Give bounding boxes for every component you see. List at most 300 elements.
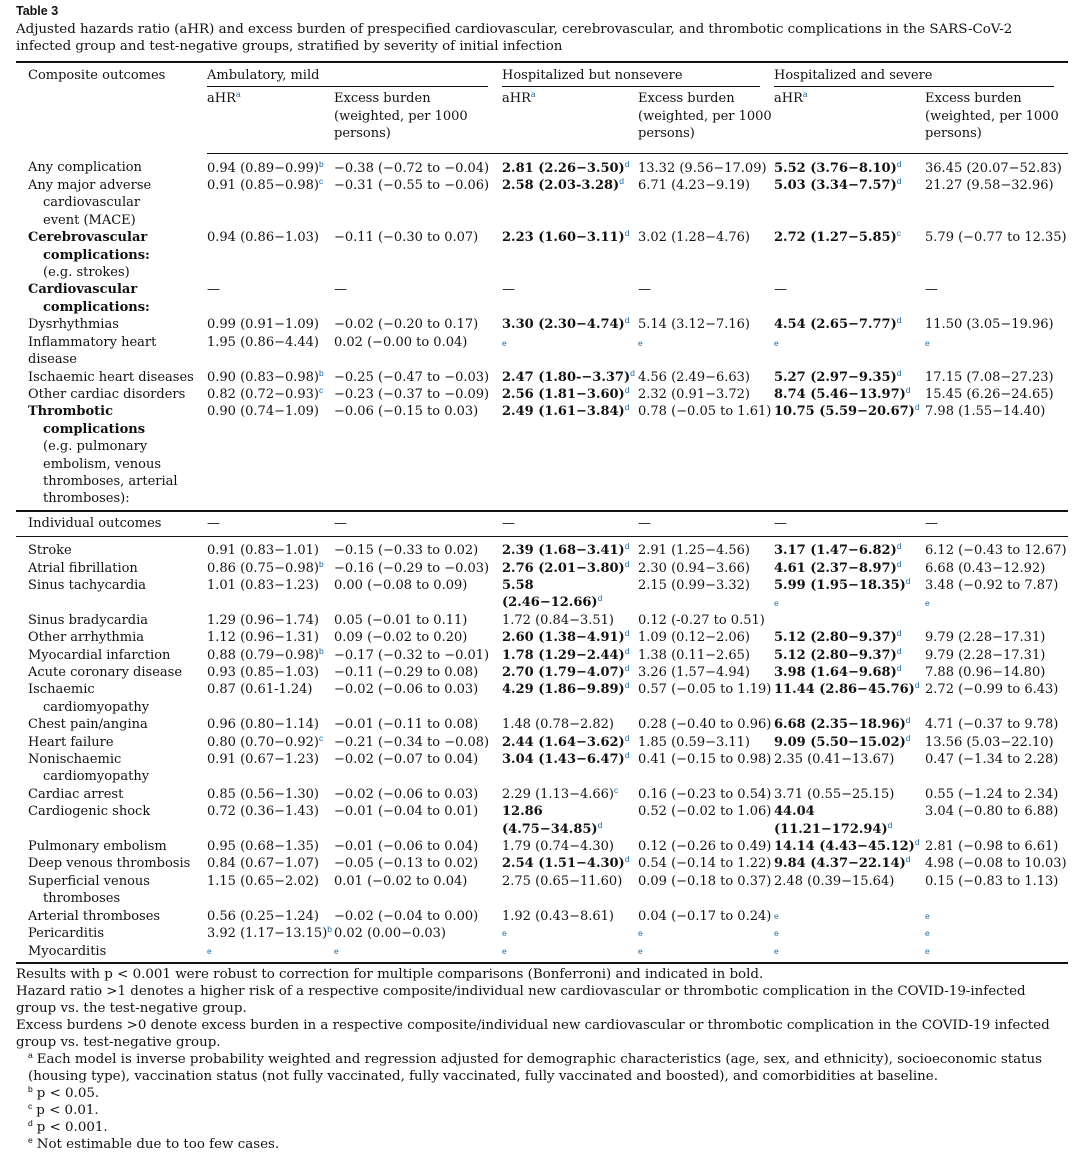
column-header-excess: Excess burden (weighted, per 1000 persons) (334, 87, 502, 153)
cell-value: −0.15 (−0.33 to 0.02) (334, 543, 479, 559)
cell-value: 5.27 (2.97−9.35) (774, 369, 897, 385)
cell-value: 6.68 (0.43−12.92) (925, 560, 1046, 576)
significance-marker: d (624, 402, 630, 413)
cell-value: −0.11 (−0.29 to 0.08) (334, 665, 479, 680)
cell-value: 5.12 (2.80−9.37) (774, 647, 897, 663)
table-row (16, 751, 1068, 786)
table-cell (925, 943, 1068, 960)
cell-value: 0.41 (−0.15 to 0.98) (638, 752, 772, 768)
cell-value: 3.04 (−0.80 to 6.88) (925, 804, 1059, 820)
table-cell (925, 734, 1068, 751)
cell-value: 0.28 (−0.40 to 0.96) (638, 717, 772, 733)
cell-value: −0.01 (−0.06 to 0.04) (334, 839, 479, 855)
not-estimable-marker: e (638, 945, 643, 956)
footnote-c: $^c$ p < 0.01. (28, 1100, 99, 1118)
table-cell (925, 537, 1068, 560)
cell-value: 0.54 (−0.14 to 1.22) (638, 856, 772, 872)
table-cell (502, 612, 638, 629)
table-cell (502, 629, 638, 646)
cell-value: 0.00 (−0.08 to 0.09) (334, 577, 468, 593)
table-cell (638, 281, 774, 316)
table-cell (774, 612, 925, 629)
table-cell (638, 560, 774, 577)
significance-marker: d (896, 558, 902, 569)
cell-value: 13.32 (9.56−17.09) (638, 160, 767, 176)
cell-value: 0.56 (0.25−1.24) (207, 908, 320, 924)
cell-value: 4.98 (−0.08 to 10.03) (925, 856, 1067, 872)
results-table (16, 61, 1068, 960)
cell-value: — (774, 282, 788, 298)
significance-marker: d (624, 628, 630, 639)
cell-value: — (502, 282, 515, 298)
significance-marker: d (624, 854, 630, 865)
note-hazard-ratio: Hazard ratio >1 denotes a higher risk of a respective composite/individual new cardiovascular or thrombotic complication in the COVID-19-infected group vs. the test-negative group. (16, 983, 1026, 1016)
table-cell (774, 647, 925, 664)
cell-value: 0.90 (0.83−0.98) (207, 369, 320, 385)
column-header-ahr: aHR$^a$ (207, 87, 334, 153)
table-cell (638, 716, 774, 733)
table-cell (502, 855, 638, 872)
cell-value: 1.79 (0.74−4.30) (502, 839, 615, 855)
table-cell (502, 838, 638, 855)
table-cell (334, 334, 502, 369)
column-header-excess: Excess burden (weighted, per 1000 persons) (925, 87, 1068, 153)
significance-marker: d (630, 367, 635, 378)
significance-marker: d (624, 541, 630, 552)
table-caption: Adjusted hazards ratio (aHR) and excess burden of prespecified cardiovascular, cerebrovascular, and thrombotic complications in the SARS-CoV-2 infected group and test-negative groups, stratified by severity of initial infection (16, 22, 1013, 54)
row-label: Sinus bradycardia (28, 612, 149, 628)
not-estimable-marker: e (925, 910, 930, 921)
significance-marker: d (624, 158, 630, 169)
table-row (16, 403, 1068, 510)
cell-value: 5.99 (1.95−18.35) (774, 577, 906, 593)
cell-value: −0.01 (−0.04 to 0.01) (334, 804, 479, 820)
table-cell (774, 177, 925, 229)
table-cell (502, 734, 638, 751)
row-label: Other cardiac disorders (28, 386, 186, 402)
table-cell (334, 803, 502, 838)
table-cell (207, 803, 334, 838)
table-row (16, 612, 1068, 629)
cell-value: 0.96 (0.80−1.14) (207, 717, 320, 733)
cell-value: 2.32 (0.91−3.72) (638, 386, 751, 402)
table-cell: 11.50 (3.05−19.96) e (925, 317, 1054, 348)
row-label: Acute coronary disease (28, 665, 183, 680)
table-cell (207, 751, 334, 786)
table-cell (334, 647, 502, 664)
table-cell (334, 734, 502, 751)
table-cell (334, 281, 502, 316)
cell-value: 0.05 (−0.01 to 0.11) (334, 612, 468, 628)
table-row (16, 281, 1068, 316)
not-estimable-marker: e (502, 945, 507, 956)
table-cell: — (207, 511, 334, 537)
cell-value: 5.03 (3.34−7.57) (774, 178, 897, 194)
table-cell: — (638, 511, 774, 537)
significance-marker: d (914, 402, 920, 413)
cell-value: −0.11 (−0.30 to 0.07) (334, 230, 479, 246)
table-row (16, 925, 1068, 942)
significance-marker: d (624, 750, 630, 761)
table-cell (207, 612, 334, 629)
cell-value: 36.45 (20.07−52.83) (925, 160, 1062, 176)
cell-value: −0.06 (−0.15 to 0.03) (334, 404, 479, 420)
cell-value: 0.55 (−1.24 to 2.34) (925, 786, 1059, 802)
row-label: Stroke (28, 543, 72, 559)
cell-value: 3.98 (1.64−9.68) (774, 665, 897, 680)
table-cell (334, 369, 502, 386)
cell-value: 2.75 (0.65−11.60) (502, 873, 623, 889)
table-cell (925, 751, 1068, 786)
not-estimable-marker: e (925, 945, 930, 956)
cell-value: 5.12 (2.80−9.37) (774, 630, 897, 646)
table-cell (207, 629, 334, 646)
cell-value: 2.72 (−0.99 to 6.43) (925, 682, 1059, 698)
cell-value: −0.02 (−0.06 to 0.03) (334, 786, 479, 802)
significance-marker: d (597, 593, 603, 604)
row-label: Superficial venous thromboses (28, 873, 150, 907)
table-cell (774, 334, 925, 369)
table-cell (207, 229, 334, 281)
table-row (16, 734, 1068, 751)
table-cell (925, 908, 1068, 925)
table-cell (207, 873, 334, 908)
table-row (16, 786, 1068, 803)
significance-marker: d (619, 176, 624, 187)
table-cell (638, 229, 774, 281)
cell-value: 0.01 (−0.02 to 0.04) (334, 873, 468, 889)
cell-value: 1.01 (0.83−1.23) (207, 577, 320, 593)
cell-value: −0.02 (−0.07 to 0.04) (334, 752, 479, 768)
table-bottom-rule (16, 962, 1068, 964)
cell-value: 1.48 (0.78−2.82) (502, 717, 615, 733)
cell-value: −0.02 (−0.06 to 0.03) (334, 682, 479, 698)
table-cell (774, 369, 925, 386)
table-cell (502, 786, 638, 803)
table-cell (502, 177, 638, 229)
table-cell (774, 403, 925, 510)
cell-value: 12.86 (4.75−34.85) (502, 804, 598, 837)
cell-value: 0.86 (0.75−0.98) (207, 560, 320, 576)
table-cell (774, 751, 925, 786)
table-row (16, 177, 1068, 229)
significance-marker: d (896, 663, 902, 673)
cell-value: −0.25 (−0.47 to −0.03) (334, 369, 490, 385)
table-cell (774, 629, 925, 646)
cell-value: — (925, 282, 939, 298)
cell-value: 0.09 (−0.18 to 0.37) (638, 873, 772, 889)
footnote-a: $^a$ Each model is inverse probability weighted and regression adjusted for demographic characteristics (age, sex, and ethnicity), socioeconomic status (housing type), vaccination status (not fully vaccinated, fully vaccinated, fully vaccinated and boosted), and comorbidities at baseline. (28, 1049, 1042, 1084)
cell-value: 2.44 (1.64−3.62) (502, 734, 625, 750)
cell-value: — (207, 282, 220, 298)
row-label: Heart failure (28, 734, 114, 750)
significance-marker: d (896, 315, 902, 326)
cell-value: 3.26 (1.57−4.94) (638, 665, 751, 680)
cell-value: 1.92 (0.43−8.61) (502, 908, 615, 924)
cell-value: 2.72 (1.27−5.85) (774, 230, 897, 246)
cell-value: 0.84 (0.67−1.07) (207, 856, 320, 872)
table-cell (334, 386, 502, 403)
row-label: Pericarditis (28, 926, 105, 942)
cell-value: 2.29 (1.13−4.66) (502, 786, 615, 802)
table-cell (774, 873, 925, 908)
row-label: Any major adverse cardiovascular event (MACE) (28, 178, 152, 228)
table-cell (334, 629, 502, 646)
cell-value: 0.82 (0.72−0.93) (207, 386, 320, 402)
cell-value: 4.71 (−0.37 to 9.78) (925, 717, 1059, 733)
table-cell (638, 855, 774, 872)
table-cell: — (925, 511, 1068, 537)
row-label: Other arrhythmia (28, 630, 145, 646)
cell-value: 0.94 (0.89−0.99) (207, 160, 320, 176)
table-cell (925, 716, 1068, 733)
table-cell (638, 803, 774, 838)
table-cell (502, 403, 638, 510)
table-cell (207, 734, 334, 751)
cell-value: 9.09 (5.50−15.02) (774, 734, 906, 750)
row-label: Cardiac arrest (28, 786, 124, 802)
table-cell (638, 943, 774, 960)
table-cell (925, 786, 1068, 803)
cell-value: 44.04 (11.21−172.94) (774, 804, 888, 837)
table-row (16, 681, 1068, 716)
footnote-b: $^b$ p < 0.05. (28, 1083, 100, 1101)
cell-value: 2.70 (1.79−4.07) (502, 665, 625, 680)
table-cell (334, 681, 502, 716)
cell-value: 0.16 (−0.23 to 0.54) (638, 786, 772, 802)
table-cell (502, 577, 638, 612)
note-bold-meaning: Results with p < 0.001 were robust to correction for multiple comparisons (Bonferroni) and indicated in bold. (16, 966, 764, 982)
row-label: Chest pain/angina (28, 717, 148, 733)
cell-value: 2.30 (0.94−3.66) (638, 560, 751, 576)
cell-value: 9.79 (2.28−17.31) (925, 647, 1046, 663)
cell-value: 2.35 (0.41−13.67) (774, 752, 895, 768)
cell-value: −0.05 (−0.13 to 0.02) (334, 856, 479, 872)
table-cell (774, 943, 925, 960)
table-cell (334, 855, 502, 872)
significance-marker: d (597, 819, 603, 830)
cell-value: 3.71 (0.55−25.15) (774, 786, 895, 802)
cell-value: 1.72 (0.84−3.51) (502, 612, 615, 628)
table-row (16, 334, 1068, 369)
cell-value: 2.48 (0.39−15.64) (774, 873, 895, 889)
cell-value: 1.15 (0.65−2.02) (207, 873, 320, 889)
row-label: Ischaemic heart diseases (28, 369, 194, 385)
cell-value: 3.17 (1.47−6.82) (774, 543, 897, 559)
table-row (16, 560, 1068, 577)
row-label: Inflammatory heart disease (28, 334, 157, 368)
table-cell (925, 647, 1068, 664)
column-header-ahr: aHR$^a$ (502, 87, 638, 153)
cell-value: 0.47 (−1.34 to 2.28) (925, 752, 1059, 768)
cell-value: 3.04 (1.43−6.47) (502, 752, 625, 768)
cell-value: — (638, 282, 651, 298)
row-label: Cardiovascular complications: (28, 282, 150, 315)
table-cell (638, 177, 774, 229)
significance-marker: c (896, 228, 901, 239)
cell-value: 3.92 (1.17−13.15) (207, 926, 328, 942)
table-cell (207, 786, 334, 803)
table-cell (925, 177, 1068, 229)
table-cell (925, 369, 1068, 386)
table-row (16, 577, 1068, 612)
table-row (16, 716, 1068, 733)
column-header-ahr: aHR$^a$ (774, 87, 925, 153)
cell-value: 1.85 (0.59−3.11) (638, 734, 751, 750)
cell-value: 9.79 (2.28−17.31) (925, 630, 1046, 646)
cell-value: 0.57 (−0.05 to 1.19) (638, 682, 772, 698)
cell-value: 0.12 (−0.26 to 0.49) (638, 839, 772, 855)
table-cell: 3.48 (−0.92 to 7.87) e (925, 577, 1059, 609)
table-cell (638, 681, 774, 716)
cell-value: 2.23 (1.60−3.11) (502, 230, 625, 246)
cell-value: 0.99 (0.91−1.09) (207, 317, 320, 333)
table-cell (925, 334, 1068, 369)
not-estimable-marker: e (774, 945, 779, 956)
row-label: Deep venous thrombosis (28, 856, 191, 872)
table-cell (502, 281, 638, 316)
row-label: Myocarditis (28, 943, 107, 959)
cell-value: 2.58 (2.03-3.28) (502, 178, 620, 194)
cell-value: 0.80 (0.70−0.92) (207, 734, 320, 750)
table-row (16, 629, 1068, 646)
table-cell (502, 908, 638, 925)
cell-value: 0.52 (−0.02 to 1.06) (638, 804, 772, 820)
cell-value: 2.47 (1.80-−3.37) (502, 369, 631, 385)
cell-value: 0.78 (−0.05 to 1.61) (638, 404, 772, 420)
cell-value: 14.14 (4.43−45.12) (774, 839, 915, 855)
table-cell (638, 369, 774, 386)
significance-marker: d (624, 663, 630, 673)
table-row (16, 803, 1068, 838)
not-estimable-marker: e (207, 945, 212, 956)
table-cell (925, 629, 1068, 646)
table-cell (502, 751, 638, 786)
cell-value: −0.21 (−0.34 to −0.08) (334, 734, 490, 750)
cell-value: 3.02 (1.28−4.76) (638, 230, 751, 246)
cell-value: 3.48 (−0.92 to 7.87) (925, 577, 1059, 593)
not-estimable-marker: e (334, 945, 339, 956)
cell-value: 5.52 (3.76−8.10) (774, 160, 897, 176)
cell-value: 0.91 (0.85−0.98) (207, 178, 320, 194)
cell-value: 7.98 (1.55−14.40) (925, 404, 1046, 420)
table-cell (334, 751, 502, 786)
table-row (16, 386, 1068, 403)
table-cell (334, 716, 502, 733)
cell-value: 7.88 (0.96−14.80) (925, 665, 1046, 680)
cell-value: 4.54 (2.65−7.77) (774, 317, 897, 333)
cell-value: 5.14 (3.12−7.16) (638, 317, 751, 333)
cell-value: 0.91 (0.67−1.23) (207, 752, 320, 768)
table-cell (638, 629, 774, 646)
cell-value: 0.88 (0.79−0.98) (207, 647, 320, 663)
table-row (16, 838, 1068, 855)
table-row (16, 647, 1068, 664)
table-cell (925, 153, 1068, 177)
table-cell (774, 537, 925, 560)
significance-marker: d (905, 384, 911, 395)
table-notes (16, 966, 1068, 1153)
cell-value: 3.30 (2.30−4.74) (502, 317, 625, 333)
table-cell (774, 229, 925, 281)
table-cell (774, 908, 925, 925)
cell-value: 2.60 (1.38−4.91) (502, 630, 625, 646)
table-cell (638, 577, 774, 612)
table-cell (638, 537, 774, 560)
cell-value: 4.56 (2.49−6.63) (638, 369, 751, 385)
table-cell (774, 803, 925, 838)
table-row (16, 229, 1068, 281)
cell-value: 2.15 (0.99−3.32) (638, 577, 751, 593)
table-cell (774, 786, 925, 803)
table-cell (502, 716, 638, 733)
cell-value: 0.85 (0.56−1.30) (207, 786, 320, 802)
table-cell (334, 943, 502, 960)
table-cell (334, 838, 502, 855)
column-header-composite-outcomes: Composite outcomes (16, 62, 207, 153)
significance-marker: d (896, 628, 902, 639)
significance-marker: d (896, 541, 902, 552)
table-cell (502, 664, 638, 681)
table-cell (774, 838, 925, 855)
table-cell (207, 403, 334, 510)
table-cell (207, 281, 334, 316)
table-cell (207, 716, 334, 733)
table-cell (207, 577, 334, 612)
cell-value: 2.81 (2.26−3.50) (502, 160, 625, 176)
note-excess-burden: Excess burdens >0 denote excess burden in a respective composite/individual new cardiovascular or thrombotic complication in the COVID-19 infected group vs. test-negative group. (16, 1017, 1050, 1050)
table-cell: — (334, 511, 502, 537)
group-header-hospitalized-severe: Hospitalized and severe (774, 62, 1068, 87)
cell-value: 0.04 (−0.17 to 0.24) (638, 908, 772, 924)
significance-marker: d (905, 715, 911, 726)
table-cell (334, 229, 502, 281)
table-cell: 3.30 $(2.30-4.74)^d$ e (502, 315, 630, 348)
cell-value: 5.79 (−0.77 to 12.35) (925, 230, 1067, 246)
table-cell (925, 281, 1068, 316)
table-cell (207, 386, 334, 403)
row-label: Thrombotic complications (e.g. pulmonary embolism, venous thromboses, arterial thromboses): (16, 403, 207, 510)
table-cell (774, 386, 925, 403)
table-cell (638, 386, 774, 403)
table-container (16, 4, 1068, 1153)
cell-value: 2.49 (1.61−3.84) (502, 404, 625, 420)
table-row (16, 873, 1068, 908)
table-cell (638, 751, 774, 786)
significance-marker: d (914, 680, 920, 691)
table-cell (925, 403, 1068, 510)
cell-value: −0.16 (−0.29 to −0.03) (334, 560, 490, 576)
table-cell (207, 908, 334, 925)
table-cell (502, 803, 638, 838)
table-cell (925, 838, 1068, 855)
table-cell (502, 647, 638, 664)
table-cell (638, 786, 774, 803)
table-cell (774, 560, 925, 577)
table-cell (334, 577, 502, 612)
table-cell (774, 664, 925, 681)
table-cell (638, 908, 774, 925)
significance-marker: d (624, 384, 630, 395)
cell-value: 11.50 (3.05−19.96) (925, 317, 1054, 333)
table-cell (925, 386, 1068, 403)
table-cell (774, 925, 925, 942)
cell-value: 0.02 (−0.00 to 0.04) (334, 334, 468, 350)
cell-value: — (334, 282, 347, 298)
significance-marker: c (319, 384, 324, 395)
not-estimable-marker: e (638, 928, 643, 939)
table-cell (334, 908, 502, 925)
